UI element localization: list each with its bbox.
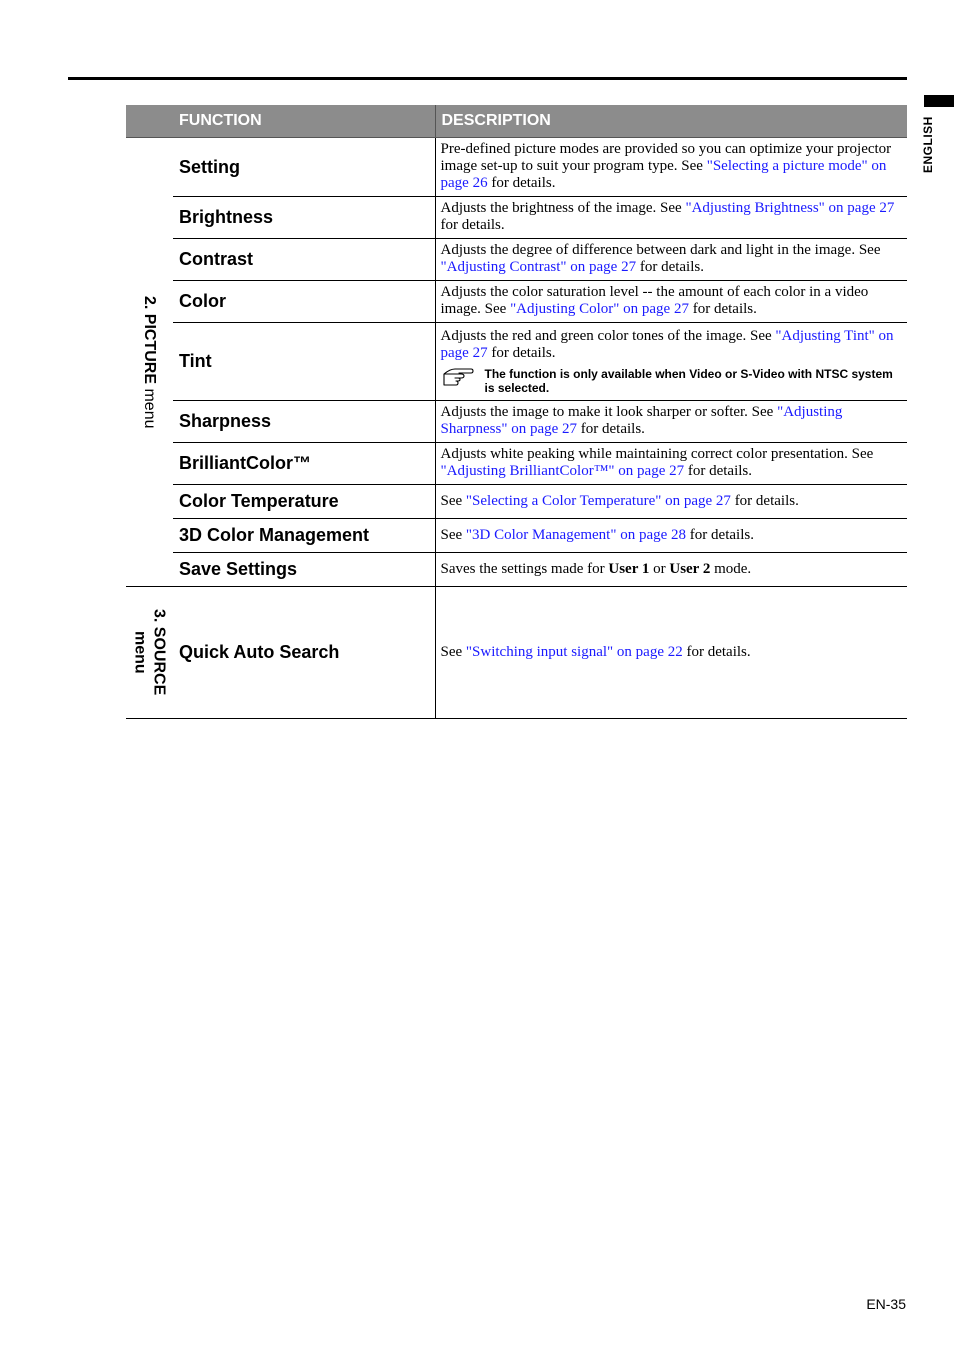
table-header-row	[126, 105, 907, 138]
function-name: Color Temperature	[173, 485, 435, 519]
function-name: BrilliantColor™	[173, 443, 435, 485]
function-name: Save Settings	[173, 553, 435, 587]
page-reference-link[interactable]: "Adjusting Sharpness" on page 27	[440, 404, 843, 437]
page-reference-link[interactable]: "Selecting a Color Temperature" on page 27	[465, 492, 731, 509]
function-description: See "Switching input signal" on page 22 for details.	[435, 587, 907, 719]
function-description: Adjusts the color saturation level -- the amount of each color in a video image. See "Adjusting Color" on page 27 for details.	[435, 281, 907, 323]
header-description: DESCRIPTION	[435, 105, 907, 138]
function-description: Adjusts the image to make it look sharper or softer. See "Adjusting Sharpness" on page 27 for details.	[435, 401, 907, 443]
function-description: Saves the settings made for User 1 or User 2 mode.	[435, 553, 907, 587]
header-function: FUNCTION	[173, 105, 435, 138]
page-reference-link[interactable]: "Switching input signal" on page 22	[465, 643, 683, 660]
page-reference-link[interactable]: "Adjusting Tint" on page 27	[440, 327, 894, 361]
table-row	[126, 323, 907, 401]
function-name: Setting	[173, 138, 435, 197]
function-description: Adjusts white peaking while maintaining correct color presentation. See "Adjusting BrilliantColor™" on page 27 for details.	[435, 443, 907, 485]
function-name: Brightness	[173, 197, 435, 239]
table-row	[126, 443, 907, 485]
function-name: Sharpness	[173, 401, 435, 443]
page-number: EN-35	[866, 1296, 906, 1312]
function-description: Adjusts the brightness of the image. See "Adjusting Brightness" on page 27 for details.	[435, 197, 907, 239]
language-tab-marker	[924, 95, 954, 107]
table-row	[126, 401, 907, 443]
page-reference-link[interactable]: "Adjusting BrilliantColor™" on page 27	[440, 463, 685, 479]
table-row	[126, 281, 907, 323]
table-row	[126, 519, 907, 553]
table-row	[126, 485, 907, 519]
page-reference-link[interactable]: "Adjusting Color" on page 27	[510, 301, 689, 317]
function-name: 3D Color Management	[173, 519, 435, 553]
function-name: Color	[173, 281, 435, 323]
page-reference-link[interactable]: "Adjusting Brightness" on page 27	[685, 200, 895, 216]
function-name: Tint	[173, 323, 435, 401]
function-description: See "Selecting a Color Temperature" on page 27 for details.	[435, 485, 907, 519]
category-picture-menu	[126, 138, 173, 587]
table-row	[126, 138, 907, 197]
pointing-hand-icon	[441, 365, 475, 389]
function-table	[126, 105, 907, 719]
page-reference-link[interactable]: "Adjusting Contrast" on page 27	[440, 259, 637, 275]
function-name: Quick Auto Search	[173, 587, 435, 719]
function-name: Contrast	[173, 239, 435, 281]
category-source-menu	[126, 587, 173, 719]
table-row	[126, 239, 907, 281]
category-label: 2. PICTURE menu	[141, 295, 158, 429]
note-box	[441, 365, 902, 395]
category-label: 3. SOURCE menu	[131, 609, 168, 696]
table-row	[126, 553, 907, 587]
page-reference-link[interactable]: "Selecting a picture mode" on page 26	[440, 158, 887, 191]
table-row	[126, 197, 907, 239]
function-description: See "3D Color Management" on page 28 for details.	[435, 519, 907, 553]
function-description: Adjusts the red and green color tones of the image. See "Adjusting Tint" on page 27 for details. The function is only available when Video or S-Video with NTSC system is selected.	[435, 323, 907, 401]
function-description: Pre-defined picture modes are provided so you can optimize your projector image set-up to suit your program type. See "Selecting a picture mode" on page 26 for details.	[435, 138, 907, 197]
note-text: The function is only available when Video or S-Video with NTSC system is selected.	[484, 366, 893, 395]
language-label: ENGLISH	[921, 116, 935, 173]
function-description: Adjusts the degree of difference between dark and light in the image. See "Adjusting Contrast" on page 27 for details.	[435, 239, 907, 281]
header-category-cell	[126, 105, 173, 138]
top-rule	[68, 77, 907, 80]
table-row	[126, 587, 907, 719]
page-reference-link[interactable]: "3D Color Management" on page 28	[465, 526, 687, 543]
